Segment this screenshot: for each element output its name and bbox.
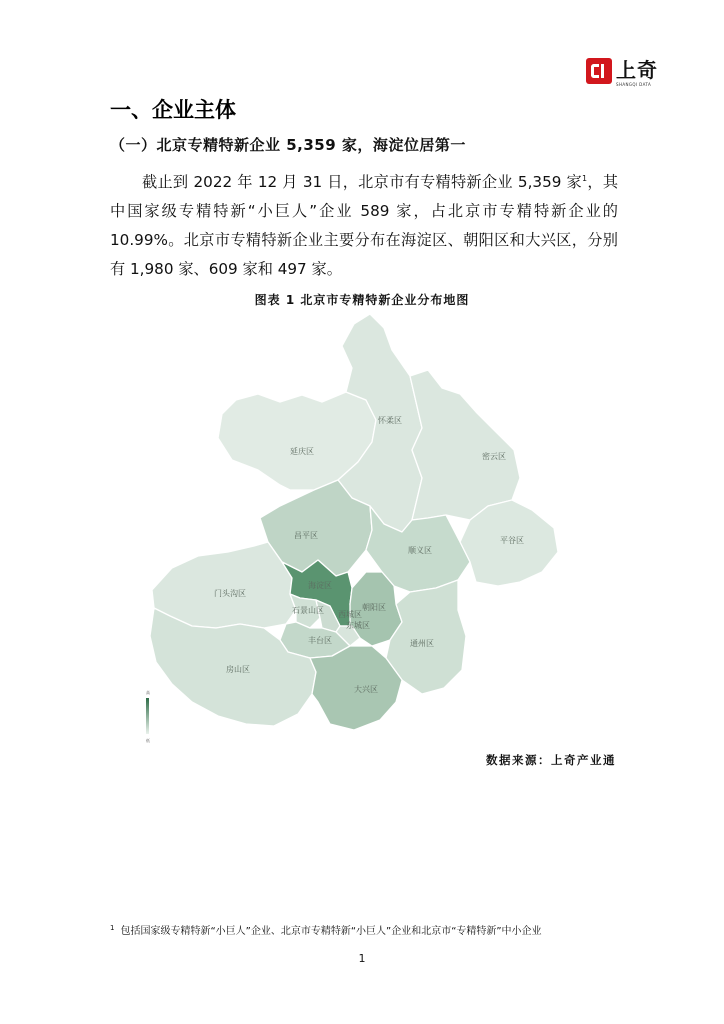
subsection-heading: （一）北京专精特新企业 5,359 家，海淀位居第一 [110,136,466,154]
label-yanqing: 延庆区 [290,447,314,456]
logo-mark-icon [586,58,612,84]
label-xicheng: 西城区 [338,610,362,619]
label-dongcheng: 东城区 [346,621,370,630]
footnote-text: 包括国家级专精特新“小巨人”企业、北京市专精特新“小巨人”企业和北京市“专精特新”中小企业 [120,926,542,937]
label-changping: 昌平区 [294,531,318,540]
logo-subtitle: SHANGQI DATA [616,82,652,87]
label-huairou: 怀柔区 [378,416,402,425]
legend-gradient-bar [146,698,149,734]
figure-caption: 图表 1 北京市专精特新企业分布地图 [254,293,470,307]
page-number: 1 [358,952,366,965]
footnote-mark: 1 [110,923,115,932]
label-tongzhou: 通州区 [410,639,434,648]
paragraph-text-a: 截止到 2022 年 12 月 31 日，北京市有专精特新企业 5,359 家 [142,173,582,191]
color-legend [146,689,150,743]
label-mentougou: 门头沟区 [214,589,246,598]
section-heading: 一、企业主体 [110,98,236,122]
paragraph-text-b: ，其中国家级专精特新“小巨人”企业 589 家，占北京市专精特新企业的 10.99%。北京市专精特新企业主要分布在海淀区、朝阳区和大兴区，分别有 1,980 家、609 家和 497 家。 [110,173,619,278]
label-chaoyang: 朝阳区 [362,603,386,612]
label-fangshan: 房山区 [226,665,250,674]
legend-low-label: 低 [146,738,150,743]
label-pinggu: 平谷区 [500,536,524,545]
logo-name: 上奇 [616,58,658,82]
label-shunyi: 顺义区 [408,546,432,555]
footnote [110,922,630,937]
label-fengtai: 丰台区 [308,636,332,645]
beijing-district-map [140,310,580,750]
district-mentougou[interactable] [152,542,296,628]
legend-high-label: 高 [146,690,150,695]
data-source: 数据来源：上奇产业通 [486,753,616,767]
district-miyun[interactable] [410,370,520,520]
label-haidian: 海淀区 [308,581,332,590]
label-daxing: 大兴区 [354,685,378,694]
footnote-ref[interactable]: 1 [581,173,588,183]
body-paragraph [110,168,618,284]
label-miyun: 密云区 [482,452,506,461]
brand-logo [586,58,658,92]
label-shijingshan: 石景山区 [292,606,324,615]
